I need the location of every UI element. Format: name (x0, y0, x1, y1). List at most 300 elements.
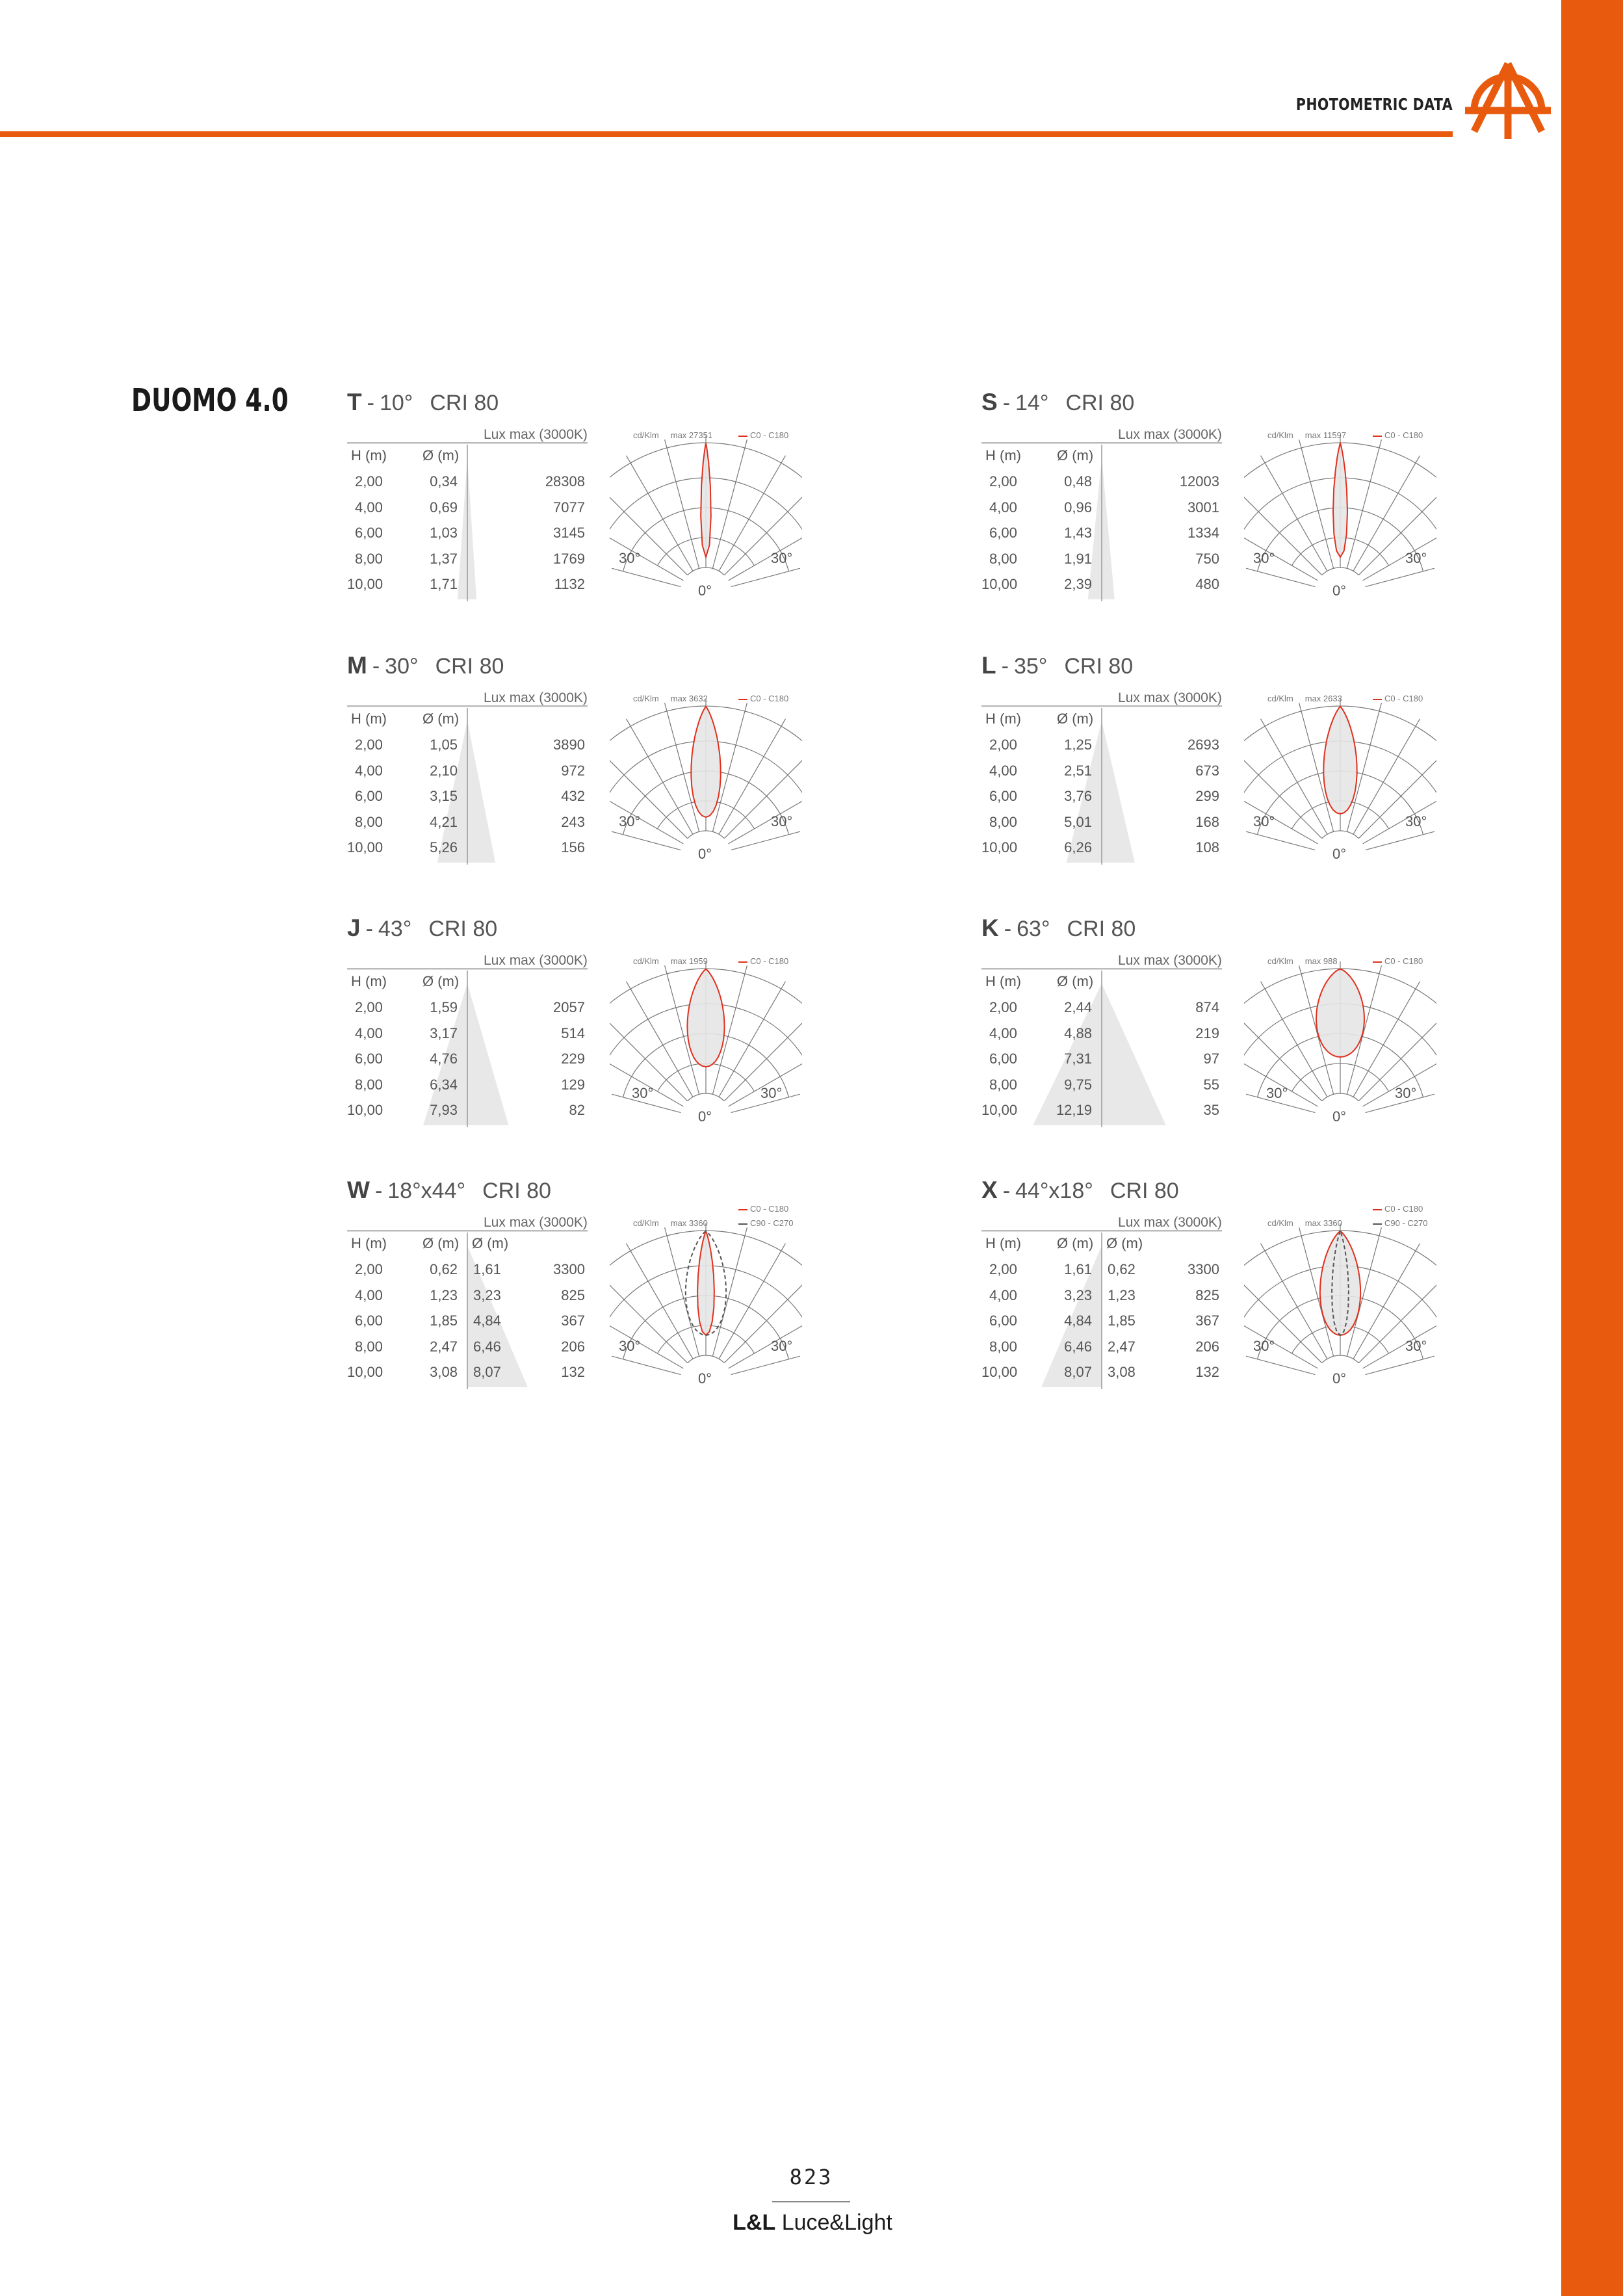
lux-cell: 367 (1195, 1312, 1219, 1329)
block-title (347, 1177, 551, 1204)
polar-spoke (712, 1227, 747, 1356)
diameter2-column-header: Ø (m) (1106, 1235, 1143, 1251)
diameter-cell: 9,75 (1064, 1076, 1092, 1093)
lux-cell: 168 (1195, 813, 1219, 830)
lux-max-label: Lux max (3000K) (1118, 427, 1222, 442)
table-lines (347, 1230, 588, 1392)
diameter-column-header: Ø (m) (422, 973, 460, 989)
unit-label: cd/Klm (1267, 694, 1293, 703)
lux-cell: 480 (1195, 576, 1219, 592)
polar-spoke (612, 831, 681, 850)
beam-angle: 30° (385, 654, 419, 679)
photometric-block-t (347, 389, 802, 603)
beam-curve-c0 (697, 1231, 714, 1335)
height-cell: 6,00 (355, 1050, 383, 1067)
height-cell: 8,00 (989, 550, 1017, 567)
cri-value: CRI 80 (1065, 391, 1135, 415)
beam-curve-c0 (691, 707, 720, 817)
height-cell: 8,00 (355, 550, 383, 567)
photometric-block-l (981, 652, 1436, 867)
optic-code: T (347, 389, 362, 415)
cri-value: CRI 80 (1064, 654, 1134, 679)
diameter2-cell: 8,07 (473, 1364, 501, 1380)
diameter2-cell: 3,23 (473, 1286, 501, 1303)
polar-ring (688, 567, 725, 575)
title-dash: - (367, 391, 374, 415)
polar-spoke (612, 568, 681, 586)
polar-spoke (731, 568, 800, 586)
lux-max-label: Lux max (3000K) (1118, 1215, 1222, 1230)
table-lines (981, 1230, 1222, 1392)
cri-value: CRI 80 (430, 391, 499, 415)
height-cell: 4,00 (989, 1024, 1017, 1041)
header-rule (0, 131, 1453, 137)
angle-label-right: 30° (1395, 1085, 1417, 1101)
h-column-header: H (m) (351, 447, 387, 463)
angle-label-right: 30° (771, 1338, 793, 1354)
height-cell: 6,00 (989, 1050, 1017, 1067)
height-cell: 4,00 (989, 762, 1017, 779)
diameter2-cell: 3,08 (1108, 1364, 1136, 1380)
brand-footer (715, 2210, 910, 2236)
polar-spoke (1246, 568, 1315, 586)
angle-label-bottom: 0° (698, 1108, 712, 1124)
height-cell: 6,00 (989, 525, 1017, 541)
diameter-cell: 5,01 (1064, 813, 1092, 830)
optic-code: S (981, 389, 998, 415)
polar-diagram (1244, 961, 1436, 1124)
diameter2-cell: 6,46 (473, 1338, 501, 1355)
h-column-header: H (m) (351, 711, 387, 727)
polar-ring (688, 831, 725, 839)
cri-value: CRI 80 (428, 917, 498, 941)
angle-label-left: 30° (619, 813, 641, 829)
diameter-column-header: Ø (m) (422, 711, 460, 727)
photometric-block-s (981, 389, 1436, 603)
polar-diagram (1244, 436, 1436, 598)
h-column-header: H (m) (351, 1235, 387, 1251)
block-title (347, 915, 497, 942)
height-cell: 2,00 (355, 1261, 383, 1277)
height-cell: 8,00 (989, 1076, 1017, 1093)
title-dash: - (372, 654, 380, 679)
max-intensity: max 2633 (1305, 694, 1342, 703)
polar-spoke (1246, 831, 1315, 850)
illuminance-table (347, 968, 588, 1130)
angle-label-left: 30° (619, 550, 641, 566)
block-title (981, 1177, 1179, 1204)
beam-angle: 35° (1013, 654, 1048, 679)
max-intensity: max 988 (1305, 956, 1338, 966)
diameter-cell: 1,23 (430, 1286, 458, 1303)
polar-ring (1322, 567, 1359, 575)
diameter-cell: 2,39 (1064, 576, 1092, 592)
max-intensity: max 3632 (670, 694, 708, 703)
unit-label: cd/Klm (1267, 430, 1293, 440)
angle-label-left: 30° (1253, 813, 1275, 829)
block-title (981, 652, 1133, 679)
lux-cell: 108 (1195, 839, 1219, 855)
diameter2-cell: 2,47 (1108, 1338, 1136, 1355)
title-dash: - (374, 1179, 383, 1203)
diameter-cell: 4,88 (1064, 1024, 1092, 1041)
height-cell: 10,00 (981, 1364, 1018, 1380)
angle-label-bottom: 0° (1332, 1108, 1347, 1124)
diameter-cell: 0,62 (430, 1261, 458, 1277)
beam-curve-c0 (1320, 1231, 1360, 1335)
title-dash: - (1002, 391, 1011, 415)
lux-max-label: Lux max (3000K) (484, 1215, 588, 1230)
optic-code: M (347, 652, 367, 679)
cri-value: CRI 80 (1110, 1179, 1179, 1203)
diameter-cell: 4,76 (430, 1050, 458, 1067)
polar-spoke (1246, 1356, 1315, 1374)
diameter-cell: 2,51 (1064, 762, 1092, 779)
diameter-cell: 6,34 (430, 1076, 458, 1093)
diameter-cell: 2,47 (430, 1338, 458, 1355)
beam-cone-shading (1033, 984, 1165, 1125)
height-cell: 2,00 (989, 1261, 1017, 1277)
beam-angle: 63° (1017, 917, 1050, 941)
beam-curve-c0 (1333, 443, 1347, 557)
diameter2-cell: 0,62 (1108, 1261, 1136, 1277)
lux-cell: 219 (1195, 1024, 1219, 1041)
legend-c90-text: C90 - C270 (1384, 1218, 1428, 1228)
diameter-cell: 1,03 (430, 525, 458, 541)
optic-code: W (347, 1177, 370, 1203)
beam-curve-c0 (1316, 969, 1364, 1057)
beam-angle: 44°x18° (1015, 1179, 1093, 1203)
beam-angle: 43° (378, 917, 412, 941)
polar-spoke (1366, 831, 1435, 850)
diameter2-cell: 1,23 (1108, 1286, 1136, 1303)
legend-c0 (738, 1204, 788, 1214)
lux-max-label: Lux max (3000K) (1118, 690, 1222, 705)
height-cell: 6,00 (355, 1312, 383, 1329)
height-cell: 10,00 (347, 1102, 383, 1118)
max-intensity: max 1959 (670, 956, 708, 966)
lux-cell: 972 (561, 762, 585, 779)
legend-c0 (1373, 1204, 1423, 1214)
polar-spoke (731, 831, 800, 850)
height-cell: 4,00 (989, 1286, 1017, 1303)
illuminance-table (347, 442, 588, 605)
lux-cell: 1334 (1188, 525, 1219, 541)
lux-cell: 35 (1203, 1102, 1219, 1118)
diameter2-cell: 1,61 (473, 1261, 501, 1277)
diameter-cell: 1,71 (430, 576, 458, 592)
angle-label-right: 30° (1405, 1338, 1427, 1354)
lux-max-label: Lux max (3000K) (484, 427, 588, 442)
diameter-cell: 3,76 (1064, 788, 1092, 804)
optic-code: X (981, 1177, 998, 1203)
diameter-cell: 0,48 (1064, 473, 1092, 489)
polar-ring (1322, 1355, 1359, 1363)
polar-diagram (610, 961, 802, 1124)
h-column-header: H (m) (351, 973, 387, 989)
diameter-cell: 2,10 (430, 762, 458, 779)
legend-c0-text: C0 - C180 (1384, 956, 1423, 966)
cri-value: CRI 80 (482, 1179, 551, 1203)
diameter-cell: 1,61 (1064, 1261, 1092, 1277)
beam-curve-c0 (701, 443, 711, 557)
lux-cell: 206 (1195, 1338, 1219, 1355)
diameter-cell: 1,25 (1064, 737, 1092, 753)
angle-label-right: 30° (771, 550, 793, 566)
polar-ring (688, 1355, 725, 1363)
polar-spoke (1347, 439, 1381, 568)
diameter-cell: 5,26 (430, 839, 458, 855)
title-dash: - (1002, 1179, 1011, 1203)
legend-c0-text: C0 - C180 (1384, 430, 1423, 440)
h-column-header: H (m) (985, 447, 1021, 463)
height-cell: 2,00 (989, 999, 1017, 1015)
lux-max-label: Lux max (3000K) (484, 953, 588, 968)
unit-label: cd/Klm (633, 956, 659, 966)
legend-c0-text: C0 - C180 (750, 1204, 789, 1214)
polar-spoke (712, 439, 747, 568)
lux-cell: 12003 (1179, 473, 1219, 489)
unit-label: cd/Klm (633, 1218, 659, 1228)
lux-cell: 3890 (553, 737, 585, 753)
diameter-column-header: Ø (m) (1057, 447, 1094, 463)
lux-cell: 750 (1195, 550, 1219, 567)
legend-c90-text: C90 - C270 (750, 1218, 794, 1228)
diameter-cell: 1,59 (430, 999, 458, 1015)
legend-c0-swatch (738, 1209, 747, 1210)
block-title (347, 389, 499, 416)
height-cell: 2,00 (355, 737, 383, 753)
diameter-cell: 4,21 (430, 813, 458, 830)
height-cell: 10,00 (347, 576, 383, 592)
diameter-cell: 2,44 (1064, 999, 1092, 1015)
diameter-cell: 6,26 (1064, 839, 1092, 855)
diameter-cell: 1,37 (430, 550, 458, 567)
diameter-cell: 0,96 (1064, 499, 1092, 515)
max-intensity: max 11597 (1305, 430, 1347, 440)
illuminance-table (981, 442, 1222, 605)
lux-cell: 825 (561, 1286, 585, 1303)
photometric-block-m (347, 652, 802, 867)
h-column-header: H (m) (985, 1235, 1021, 1251)
lux-cell: 229 (561, 1050, 585, 1067)
polar-diagram (1244, 699, 1436, 861)
lux-cell: 82 (569, 1102, 585, 1118)
lux-cell: 2693 (1188, 737, 1219, 753)
angle-label-left: 30° (1253, 1338, 1275, 1354)
height-cell: 8,00 (355, 1338, 383, 1355)
diameter-cell: 12,19 (1056, 1102, 1092, 1118)
table-lines (981, 968, 1222, 1130)
cri-value: CRI 80 (435, 654, 504, 679)
angle-label-right: 30° (1405, 550, 1427, 566)
beam-angle: 10° (379, 391, 413, 415)
lux-cell: 1132 (554, 576, 585, 592)
lux-cell: 367 (561, 1312, 585, 1329)
lux-cell: 2057 (553, 999, 585, 1015)
illuminance-table (981, 1230, 1222, 1392)
page-number: 823 (789, 2165, 833, 2189)
illuminance-table (981, 968, 1222, 1130)
unit-label: cd/Klm (1267, 956, 1293, 966)
lux-cell: 156 (561, 839, 585, 855)
lux-cell: 55 (1203, 1076, 1219, 1093)
diameter-cell: 3,23 (1064, 1286, 1092, 1303)
angle-label-left: 30° (632, 1085, 654, 1101)
height-cell: 10,00 (347, 1364, 383, 1380)
photometric-block-j (347, 915, 802, 1129)
legend-c0-text: C0 - C180 (1384, 694, 1423, 703)
height-cell: 4,00 (355, 499, 383, 515)
height-cell: 2,00 (989, 473, 1017, 489)
polar-diagram (610, 436, 802, 598)
angle-label-left: 30° (1253, 550, 1275, 566)
diameter-column-header: Ø (m) (1057, 711, 1094, 727)
title-dash: - (365, 917, 373, 941)
h-column-header: H (m) (985, 973, 1021, 989)
legend-c0-text: C0 - C180 (750, 956, 789, 966)
height-cell: 2,00 (989, 737, 1017, 753)
table-lines (347, 968, 588, 1130)
height-cell: 10,00 (981, 1102, 1018, 1118)
height-cell: 8,00 (989, 1338, 1017, 1355)
lux-cell: 243 (561, 813, 585, 830)
height-cell: 8,00 (989, 813, 1017, 830)
angle-label-right: 30° (771, 813, 793, 829)
height-cell: 2,00 (355, 473, 383, 489)
diameter-cell: 1,05 (430, 737, 458, 753)
height-cell: 10,00 (981, 839, 1018, 855)
diameter-cell: 7,93 (430, 1102, 458, 1118)
title-dash: - (1004, 917, 1012, 941)
page-number-rule (772, 2201, 850, 2202)
optic-code: J (347, 915, 361, 941)
angle-label-right: 30° (1405, 813, 1427, 829)
height-cell: 8,00 (355, 1076, 383, 1093)
diameter-column-header: Ø (m) (1057, 973, 1094, 989)
polar-spoke (665, 439, 699, 568)
diameter-column-header: Ø (m) (422, 1235, 460, 1251)
height-cell: 10,00 (981, 576, 1018, 592)
illuminance-table (981, 705, 1222, 868)
ll-star-logo-icon (1462, 60, 1553, 142)
polar-diagram (1244, 1223, 1436, 1386)
diameter-column-header: Ø (m) (422, 447, 460, 463)
diameter-cell: 4,84 (1064, 1312, 1092, 1329)
title-dash: - (1001, 654, 1009, 679)
lux-cell: 1769 (553, 550, 585, 567)
lux-cell: 299 (1195, 788, 1219, 804)
lux-max-label: Lux max (3000K) (484, 690, 588, 705)
angle-label-left: 30° (1266, 1085, 1288, 1101)
photometric-block-k (981, 915, 1436, 1129)
diameter-cell: 3,08 (430, 1364, 458, 1380)
angle-label-left: 30° (619, 1338, 641, 1354)
angle-label-bottom: 0° (698, 582, 712, 598)
legend-c0-swatch (1373, 1209, 1382, 1210)
polar-diagram (610, 1223, 802, 1386)
height-cell: 4,00 (355, 1286, 383, 1303)
max-intensity: max 3360 (670, 1218, 708, 1228)
unit-label: cd/Klm (1267, 1218, 1293, 1228)
lux-cell: 7077 (553, 499, 585, 515)
max-intensity: max 27351 (670, 430, 713, 440)
table-lines (981, 705, 1222, 868)
diameter-cell: 8,07 (1064, 1364, 1092, 1380)
table-lines (347, 442, 588, 605)
angle-label-bottom: 0° (1332, 1370, 1347, 1386)
beam-curve-c0 (687, 969, 724, 1067)
lux-cell: 432 (561, 788, 585, 804)
height-cell: 6,00 (989, 788, 1017, 804)
diameter-cell: 6,46 (1064, 1338, 1092, 1355)
polar-ring (1322, 831, 1359, 839)
diameter-cell: 7,31 (1064, 1050, 1092, 1067)
lux-max-label: Lux max (3000K) (1118, 953, 1222, 968)
height-cell: 8,00 (355, 813, 383, 830)
diameter-cell: 1,85 (430, 1312, 458, 1329)
table-lines (347, 705, 588, 868)
illuminance-table (347, 1230, 588, 1392)
lux-cell: 206 (561, 1338, 585, 1355)
diameter-cell: 3,17 (430, 1024, 458, 1041)
optic-code: K (981, 915, 999, 941)
diameter-cell: 0,34 (430, 473, 458, 489)
max-intensity: max 3360 (1305, 1218, 1342, 1228)
legend-c0-text: C0 - C180 (750, 430, 789, 440)
angle-label-bottom: 0° (1332, 582, 1347, 598)
height-cell: 2,00 (355, 999, 383, 1015)
lux-cell: 3300 (1188, 1261, 1219, 1277)
polar-spoke (1299, 439, 1334, 568)
angle-label-right: 30° (760, 1085, 783, 1101)
beam-angle: 18°x44° (387, 1179, 466, 1203)
height-cell: 6,00 (355, 525, 383, 541)
diameter-cell: 1,43 (1064, 525, 1092, 541)
h-column-header: H (m) (985, 711, 1021, 727)
illuminance-table (347, 705, 588, 868)
height-cell: 10,00 (347, 839, 383, 855)
unit-label: cd/Klm (633, 430, 659, 440)
lux-cell: 129 (561, 1076, 585, 1093)
brand-rest: Luce&Light (775, 2210, 892, 2235)
lux-cell: 874 (1195, 999, 1219, 1015)
beam-angle: 14° (1015, 391, 1049, 415)
diameter2-cell: 1,85 (1108, 1312, 1136, 1329)
polar-spoke (665, 1227, 699, 1356)
block-title (981, 389, 1134, 416)
diameter2-column-header: Ø (m) (472, 1235, 509, 1251)
height-cell: 4,00 (989, 499, 1017, 515)
angle-label-bottom: 0° (698, 1370, 712, 1386)
polar-spoke (612, 1356, 681, 1374)
lux-cell: 3300 (553, 1261, 585, 1277)
lux-cell: 825 (1195, 1286, 1219, 1303)
lux-cell: 132 (561, 1364, 585, 1380)
table-lines (981, 442, 1222, 605)
lux-cell: 28308 (545, 473, 585, 489)
lux-cell: 673 (1195, 762, 1219, 779)
diameter-cell: 0,69 (430, 499, 458, 515)
height-cell: 6,00 (355, 788, 383, 804)
polar-spoke (731, 1356, 800, 1374)
block-title (981, 915, 1136, 942)
optic-code: L (981, 652, 996, 679)
side-accent-bar (1561, 0, 1623, 2296)
height-cell: 4,00 (355, 1024, 383, 1041)
diameter-column-header: Ø (m) (1057, 1235, 1094, 1251)
legend-c0-text: C0 - C180 (1384, 1204, 1423, 1214)
